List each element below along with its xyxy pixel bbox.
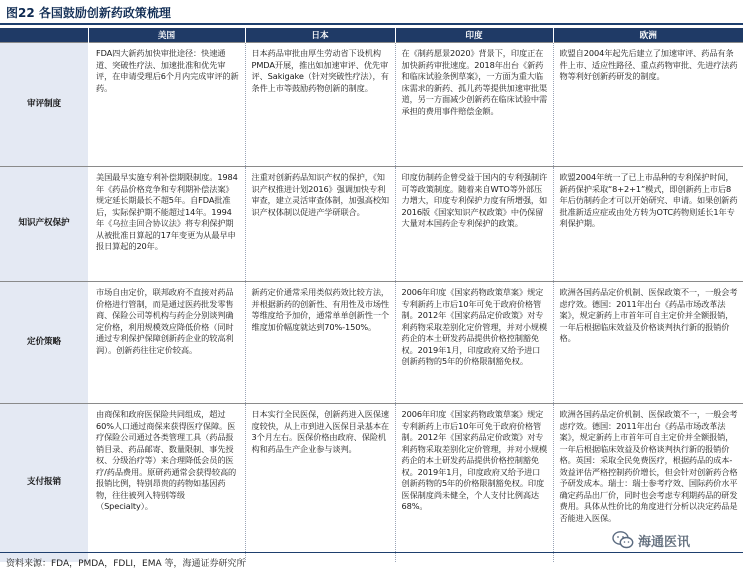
cell-europe: 欧盟2004年统一了已上市品种的专利保护时间，新药保护采取“8+2+1”模式，即创新药上市后8年后仿制药企才可以开始研究、申请。如果创新药批准新适应症或由处方转为OTC药物则延长1年专利保护期。 — [553, 167, 743, 282]
logo-text: 海通医讯 — [638, 534, 691, 550]
cell-india: 印度仿制药企曾受益于国内的专利强制许可等政策制度。随着来自WTO等外部压力增大，印度专利保护力度有所增强，如2016版《国家知识产权政策》中仍保留大量对本国药企专利保护的政策。 — [395, 167, 553, 282]
title-rule — [0, 23, 743, 25]
source-note: 资料来源：FDA，PMDA，FDLI，EMA 等，海通证券研究所 — [6, 559, 246, 569]
cell-japan: 新药定价通常采用类似药效比较方法，并根据新药的创新性、有用性及市场性等维度给予加价，通常单单创新性一个维度加价幅度就达到70%-150%。 — [245, 282, 395, 404]
cell-japan: 日本药品审批由厚生劳动省下设机构PMDA开展，推出如加速审评、优先审评、Sakigake（针对突破性疗法），有条件上市等鼓励药物创新的制度。 — [245, 43, 395, 167]
row-label-review: 审评制度 — [0, 43, 88, 167]
cell-europe: 欧洲各国药品定价机制、医保政策不一，一般会考虑疗效。德国：2011年出台《药品市场改革法案》，规定新药上市首年可自主定价并全额报销，一年后根据临床效益及价格谈判执行新的报销价格。英国：采取全民免费医疗，根据药品的成本-效益评估严格控制药价增长，但会针对创新药合格予研发成本。瑞士：瑞士参考疗效、国际药价水平确定药品出厂价，同时也会考虑专利期药品的研发费用。具体从性价比的角度进行分析以决定药品是否能进入医保。 — [553, 404, 743, 562]
cell-japan: 日本实行全民医保，创新药进入医保速度较快，从上市到进入医保目录基本在3个月左右。医保价格由政府、保险机构和药品生产企业参与谈判。 — [245, 404, 395, 562]
header-usa: 美国 — [88, 28, 245, 43]
policy-table — [0, 28, 743, 562]
cell-japan: 注重对创新药品知识产权的保护，《知识产权推进计划2016》强调加快专利审查，建立灵活审查体制，加强高校知识产权体制以促进产学研联合。 — [245, 167, 395, 282]
header-europe: 欧洲 — [553, 28, 743, 43]
footer-rule — [0, 552, 743, 553]
header-india: 印度 — [395, 28, 553, 43]
figure-title: 图22 各国鼓励创新药政策梳理 — [6, 6, 171, 20]
table-row — [0, 282, 743, 404]
header-corner — [0, 28, 88, 43]
cell-europe: 欧盟自2004年起先后建立了加速审评、药品有条件上市、适应性路径、重点药物审批、先进疗法药物等利好创新药研发的制度。 — [553, 43, 743, 167]
row-label-reimbursement: 支付报销 — [0, 404, 88, 562]
cell-india: 2006年印度《国家药物政策草案》规定专利新药上市后10年可免于政府价格管制。2012年《国家药品定价政策》对专利药物采取差别化定价管理，并对小规模药企的本土研发药品提供价格控制豁免权。2019年1月，印度政府又给予进口创新药物的5年的价格限制豁免权。印度医保制度尚未健全，个人支付比例高达68%。 — [395, 404, 553, 562]
cell-india: 2006年印度《国家药物政策草案》规定专利新药上市后10年可免于政府价格管制。2012年《国家药品定价政策》对专利药物采取差别化定价管理，并对小规模药企的本土研发药品提供价格控制豁免权。2019年1月，印度政府又给予进口创新药物的5年的价格限制豁免权。 — [395, 282, 553, 404]
cell-europe: 欧洲各国药品定价机制、医保政策不一，一般会考虑疗效。德国：2011年出台《药品市场改革法案》，规定新药上市首年可自主定价并全额报销，一年后根据临床效益及价格谈判执行新的报销价格。 — [553, 282, 743, 404]
row-label-ip: 知识产权保护 — [0, 167, 88, 282]
table-row — [0, 43, 743, 167]
header-japan: 日本 — [245, 28, 395, 43]
cell-usa: FDA四大新药加快审批途径：快速通道、突破性疗法、加速批准和优先审评，在申请受理后6个月内完成审评的新药。 — [88, 43, 245, 167]
table-header-row — [0, 28, 743, 43]
watermark-logo — [612, 530, 690, 550]
cell-usa: 由商保和政府医保险共同组成，超过60%人口通过商保来获得医疗保障。医疗保险公司通过各类管理工具（药品报销目录、药品邮寄、数量限制、事先授权、分级治疗等）来合理降低会员的医疗/药品费用。原研药通常会获得较高的报销比例，特别昂贵的药物如基因药物，往往被列入特别等级（Specialty）。 — [88, 404, 245, 562]
row-label-pricing: 定价策略 — [0, 282, 88, 404]
wechat-logo-icon — [612, 530, 634, 550]
cell-usa: 市场自由定价，联邦政府不直接对药品价格进行管制，而是通过医药批发零售商、保险公司等机构与药企分别谈判确定价格，利用规模效应降低价格（同时通过专利保护保障创新药企业的较高利润）。创新药往往定价较高。 — [88, 282, 245, 404]
cell-usa: 美国最早实施专利补偿期限制度。1984年《药品价格竞争和专利期补偿法案》规定延长期最长不超5年。自FDA批准后，实际保护期不能超过14年。1994年《乌拉圭回合协议法》将专利保护期从被批准日算起的17年变更为从最早申报日算起的20年。 — [88, 167, 245, 282]
table-row — [0, 167, 743, 282]
cell-india: 在《制药愿景2020》背景下，印度正在加快新药审批速度。2018年出台《新药和临床试验条例草案》，一方面为重大临床需求的新药、孤儿药等提供加速审批渠道，另一方面减少创新药在临床试验中需承担的费用事件赔偿金额。 — [395, 43, 553, 167]
